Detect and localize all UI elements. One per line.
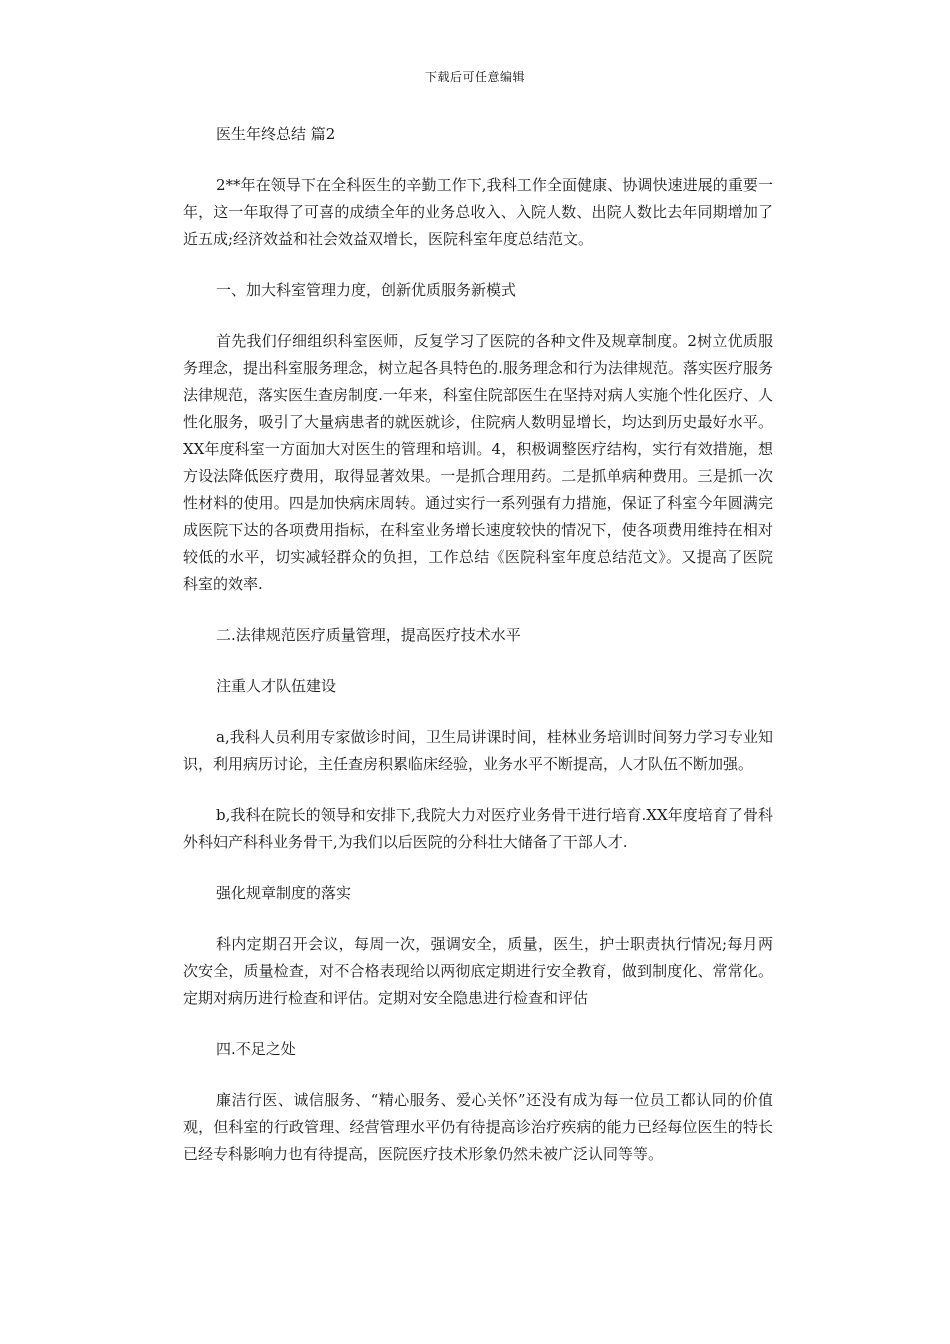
talent-subheading: 注重人才队伍建设	[216, 677, 337, 695]
section-4-paragraph: 廉洁行医、诚信服务、“精心服务、爱心关怀”还没有成为每一位员工都认同的价值观，但科室的行政管理、经营管理水平仍有待提高诊治疗疾病的能力已经每位医生的特长已经专科影响力也有待提高，医院医疗技术形象仍然未被广泛认同等等。	[183, 1091, 773, 1163]
document-body	[183, 121, 773, 1192]
header-note: 下载后可任意编辑	[424, 70, 525, 84]
paragraph-b: b,我科在院长的领导和安排下,我院大力对医疗业务骨干进行培育.XX年度培育了骨科外科妇产科科业务骨干,为我们以后医院的分科壮大储备了干部人才.	[183, 806, 773, 851]
rules-subheading: 强化规章制度的落实	[216, 884, 352, 902]
section-2-heading: 二.法律规范医疗质量管理，提高医疗技术水平	[216, 626, 521, 644]
section-4-heading: 四.不足之处	[216, 1040, 296, 1058]
intro-paragraph: 2**年在领导下在全科医生的辛勤工作下,我科工作全面健康、协调快速进展的重要一年，这一年取得了可喜的成绩全年的业务总收入、入院人数、出院人数比去年同期增加了近五成;经济效益和社会效益双增长，医院科室年度总结范文。	[183, 176, 773, 248]
document-title: 医生年终总结 篇2	[216, 125, 336, 143]
section-1-paragraph: 首先我们仔细组织科室医师，反复学习了医院的各种文件及规章制度。2树立优质服务理念，提出科室服务理念，树立起各具特色的.服务理念和行为法律规范。落实医疗服务法律规范，落实医生查房制度.一年来，科室住院部医生在坚持对病人实施个性化医疗、人性化服务，吸引了大量病患者的就医就诊，住院病人数明显增长，均达到历史最好水平。XX年度科室一方面加大对医生的管理和培训。4，积极调整医疗结构，实行有效措施，想方设法降低医疗费用，取得显著效果。一是抓合理用药。二是抓单病种费用。三是抓一次性材料的使用。四是加快病床周转。通过实行一系列强有力措施，保证了科室今年圆满完成医院下达的各项费用指标，在科室业务增长速度较快的情况下，使各项费用维持在相对较低的水平，切实减轻群众的负担，工作总结《医院科室年度总结范文》。又提高了医院科室的效率.	[183, 332, 773, 593]
rules-paragraph: 科内定期召开会议，每周一次，强调安全，质量，医生，护士职责执行情况;每月两次安全，质量检查，对不合格表现给以两彻底定期进行安全教育，做到制度化、常常化。定期对病历进行检查和评估。定期对安全隐患进行检查和评估	[183, 935, 773, 1007]
section-1-heading: 一、加大科室管理力度，创新优质服务新模式	[216, 281, 517, 299]
paragraph-a: a,我科人员利用专家做诊时间，卫生局讲课时间，桂林业务培训时间努力学习专业知识，利用病历讨论，主任查房积累临床经验，业务水平不断提高，人才队伍不断加强。	[183, 728, 773, 773]
